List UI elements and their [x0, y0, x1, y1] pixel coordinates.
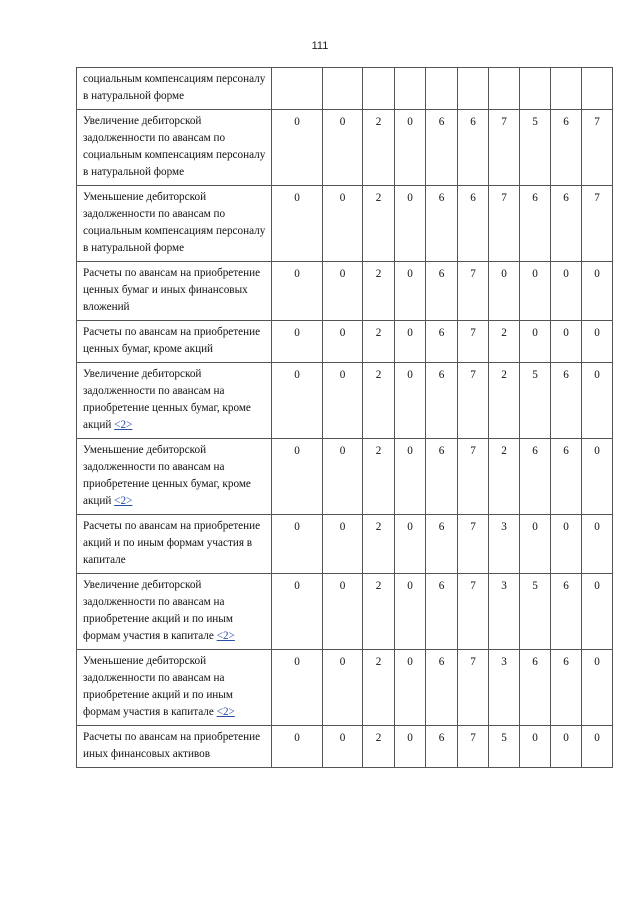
code-digit-cell: 6: [426, 186, 458, 262]
code-digit-cell: 6: [426, 363, 458, 439]
footnote-link[interactable]: <2>: [216, 706, 235, 718]
table-row: [77, 68, 613, 110]
code-digit-cell: 2: [363, 321, 395, 363]
code-digit-cell: 0: [272, 262, 323, 321]
row-label-cell: [77, 110, 272, 186]
code-digit-cell: 0: [582, 515, 613, 574]
code-digit-cell: 0: [582, 574, 613, 650]
code-digit-cell: 0: [395, 515, 426, 574]
code-digit-cell: 2: [489, 321, 520, 363]
code-digit-cell: 7: [489, 186, 520, 262]
code-digit-cell: 3: [489, 515, 520, 574]
code-digit-cell: 3: [489, 574, 520, 650]
code-digit-cell: 7: [458, 650, 489, 726]
code-digit-cell: 0: [582, 439, 613, 515]
code-digit-cell: 0: [395, 726, 426, 768]
row-label: Расчеты по авансам на приобретение ценных бумаг и иных финансовых вложений: [83, 267, 261, 313]
code-digit-cell: [426, 68, 458, 110]
row-label-cell: [77, 439, 272, 515]
row-label: Уменьшение дебиторской задолженности по авансам по социальным компенсациям персоналу в натуральной форме: [83, 191, 266, 254]
code-digit-cell: 5: [520, 363, 551, 439]
code-digit-cell: 0: [551, 515, 582, 574]
row-label-cell: [77, 574, 272, 650]
table-row: [77, 515, 613, 574]
code-digit-cell: 2: [363, 262, 395, 321]
code-digit-cell: [363, 68, 395, 110]
code-digit-cell: 6: [426, 515, 458, 574]
code-digit-cell: 6: [551, 363, 582, 439]
code-digit-cell: 2: [363, 186, 395, 262]
code-digit-cell: 0: [323, 574, 363, 650]
code-digit-cell: 0: [582, 726, 613, 768]
page-number: 111: [311, 40, 329, 52]
row-label: Увеличение дебиторской задолженности по авансам на приобретение ценных бумаг, кроме акций: [83, 368, 251, 431]
code-digit-cell: 0: [395, 363, 426, 439]
code-digit-cell: 2: [363, 574, 395, 650]
code-digit-cell: [582, 68, 613, 110]
code-digit-cell: 6: [551, 574, 582, 650]
code-digit-cell: 7: [489, 110, 520, 186]
row-label: Увеличение дебиторской задолженности по авансам на приобретение акций и по иным формам участия в капитале: [83, 579, 233, 642]
code-digit-cell: 0: [272, 186, 323, 262]
code-digit-cell: 0: [323, 363, 363, 439]
code-digit-cell: 0: [272, 726, 323, 768]
code-digit-cell: 0: [582, 650, 613, 726]
code-digit-cell: 0: [272, 439, 323, 515]
code-digit-cell: 2: [363, 726, 395, 768]
code-digit-cell: 6: [458, 186, 489, 262]
code-digit-cell: 2: [489, 439, 520, 515]
code-digit-cell: 6: [426, 574, 458, 650]
code-digit-cell: [551, 68, 582, 110]
code-digit-cell: 6: [426, 262, 458, 321]
code-digit-cell: 3: [489, 650, 520, 726]
code-digit-cell: 0: [395, 650, 426, 726]
row-label-cell: [77, 363, 272, 439]
table-row: [77, 321, 613, 363]
footnote-link[interactable]: <2>: [216, 630, 235, 642]
row-label: Расчеты по авансам на приобретение иных финансовых активов: [83, 731, 261, 760]
table-row: [77, 110, 613, 186]
row-label-cell: [77, 515, 272, 574]
code-digit-cell: 0: [272, 574, 323, 650]
row-label-cell: [77, 726, 272, 768]
code-digit-cell: 0: [323, 650, 363, 726]
code-digit-cell: 0: [272, 650, 323, 726]
code-digit-cell: 0: [395, 439, 426, 515]
code-digit-cell: 6: [426, 726, 458, 768]
footnote-link[interactable]: <2>: [114, 495, 133, 507]
code-digit-cell: 7: [582, 110, 613, 186]
code-digit-cell: 0: [323, 439, 363, 515]
code-digit-cell: 6: [426, 650, 458, 726]
code-digit-cell: 0: [520, 726, 551, 768]
code-digit-cell: 0: [395, 262, 426, 321]
code-digit-cell: 0: [551, 726, 582, 768]
row-label-cell: [77, 321, 272, 363]
code-digit-cell: 0: [582, 262, 613, 321]
row-label: Расчеты по авансам на приобретение ценных бумаг, кроме акций: [83, 326, 261, 355]
row-label: Увеличение дебиторской задолженности по авансам по социальным компенсациям персоналу в натуральной форме: [83, 115, 266, 178]
table-row: [77, 363, 613, 439]
code-digit-cell: 0: [395, 321, 426, 363]
code-digit-cell: 7: [458, 363, 489, 439]
code-digit-cell: 0: [272, 363, 323, 439]
code-digit-cell: 0: [395, 574, 426, 650]
code-digit-cell: [458, 68, 489, 110]
row-label-cell: [77, 68, 272, 110]
code-digit-cell: 6: [551, 110, 582, 186]
code-digit-cell: 5: [520, 110, 551, 186]
code-digit-cell: 6: [520, 439, 551, 515]
code-digit-cell: 7: [458, 262, 489, 321]
footnote-link[interactable]: <2>: [114, 419, 133, 431]
code-digit-cell: [272, 68, 323, 110]
code-digit-cell: 0: [489, 262, 520, 321]
code-digit-cell: 0: [323, 110, 363, 186]
table-row: [77, 262, 613, 321]
code-digit-cell: 0: [272, 515, 323, 574]
code-digit-cell: 0: [323, 515, 363, 574]
code-digit-cell: 2: [363, 110, 395, 186]
code-digit-cell: 6: [551, 650, 582, 726]
code-digit-cell: [489, 68, 520, 110]
code-digit-cell: 7: [458, 439, 489, 515]
row-label: Расчеты по авансам на приобретение акций и по иным формам участия в капитале: [83, 520, 261, 566]
row-label-cell: [77, 650, 272, 726]
account-codes-table: [76, 67, 613, 768]
code-digit-cell: 7: [582, 186, 613, 262]
code-digit-cell: 2: [363, 363, 395, 439]
code-digit-cell: 0: [520, 321, 551, 363]
code-digit-cell: 0: [395, 186, 426, 262]
code-digit-cell: 0: [551, 262, 582, 321]
code-digit-cell: 6: [458, 110, 489, 186]
table-row: [77, 726, 613, 768]
code-digit-cell: [323, 68, 363, 110]
code-digit-cell: 6: [520, 650, 551, 726]
code-digit-cell: 0: [551, 321, 582, 363]
table-row: [77, 574, 613, 650]
code-digit-cell: 5: [489, 726, 520, 768]
code-digit-cell: 7: [458, 726, 489, 768]
table-row: [77, 439, 613, 515]
code-digit-cell: 2: [363, 515, 395, 574]
code-digit-cell: [395, 68, 426, 110]
code-digit-cell: 6: [426, 110, 458, 186]
code-digit-cell: 7: [458, 515, 489, 574]
code-digit-cell: 7: [458, 321, 489, 363]
code-digit-cell: 6: [520, 186, 551, 262]
code-digit-cell: 2: [363, 650, 395, 726]
code-digit-cell: 2: [489, 363, 520, 439]
code-digit-cell: 0: [582, 363, 613, 439]
table-row: [77, 186, 613, 262]
table-row: [77, 650, 613, 726]
code-digit-cell: 6: [426, 321, 458, 363]
code-digit-cell: 6: [426, 439, 458, 515]
code-digit-cell: [520, 68, 551, 110]
table-body: [77, 68, 613, 768]
row-label: социальным компенсациям персоналу в натуральной форме: [83, 73, 266, 102]
row-label-cell: [77, 262, 272, 321]
code-digit-cell: 0: [272, 110, 323, 186]
row-label: Уменьшение дебиторской задолженности по авансам на приобретение акций и по иным формам участия в капитале: [83, 655, 233, 718]
code-digit-cell: 6: [551, 186, 582, 262]
code-digit-cell: 0: [520, 515, 551, 574]
code-digit-cell: 0: [395, 110, 426, 186]
code-digit-cell: 0: [272, 321, 323, 363]
code-digit-cell: 2: [363, 439, 395, 515]
code-digit-cell: 0: [582, 321, 613, 363]
code-digit-cell: 0: [520, 262, 551, 321]
row-label-cell: [77, 186, 272, 262]
code-digit-cell: 6: [551, 439, 582, 515]
code-digit-cell: 5: [520, 574, 551, 650]
code-digit-cell: 0: [323, 726, 363, 768]
row-label: Уменьшение дебиторской задолженности по авансам на приобретение ценных бумаг, кроме акций: [83, 444, 251, 507]
code-digit-cell: 0: [323, 262, 363, 321]
code-digit-cell: 0: [323, 186, 363, 262]
code-digit-cell: 0: [323, 321, 363, 363]
code-digit-cell: 7: [458, 574, 489, 650]
